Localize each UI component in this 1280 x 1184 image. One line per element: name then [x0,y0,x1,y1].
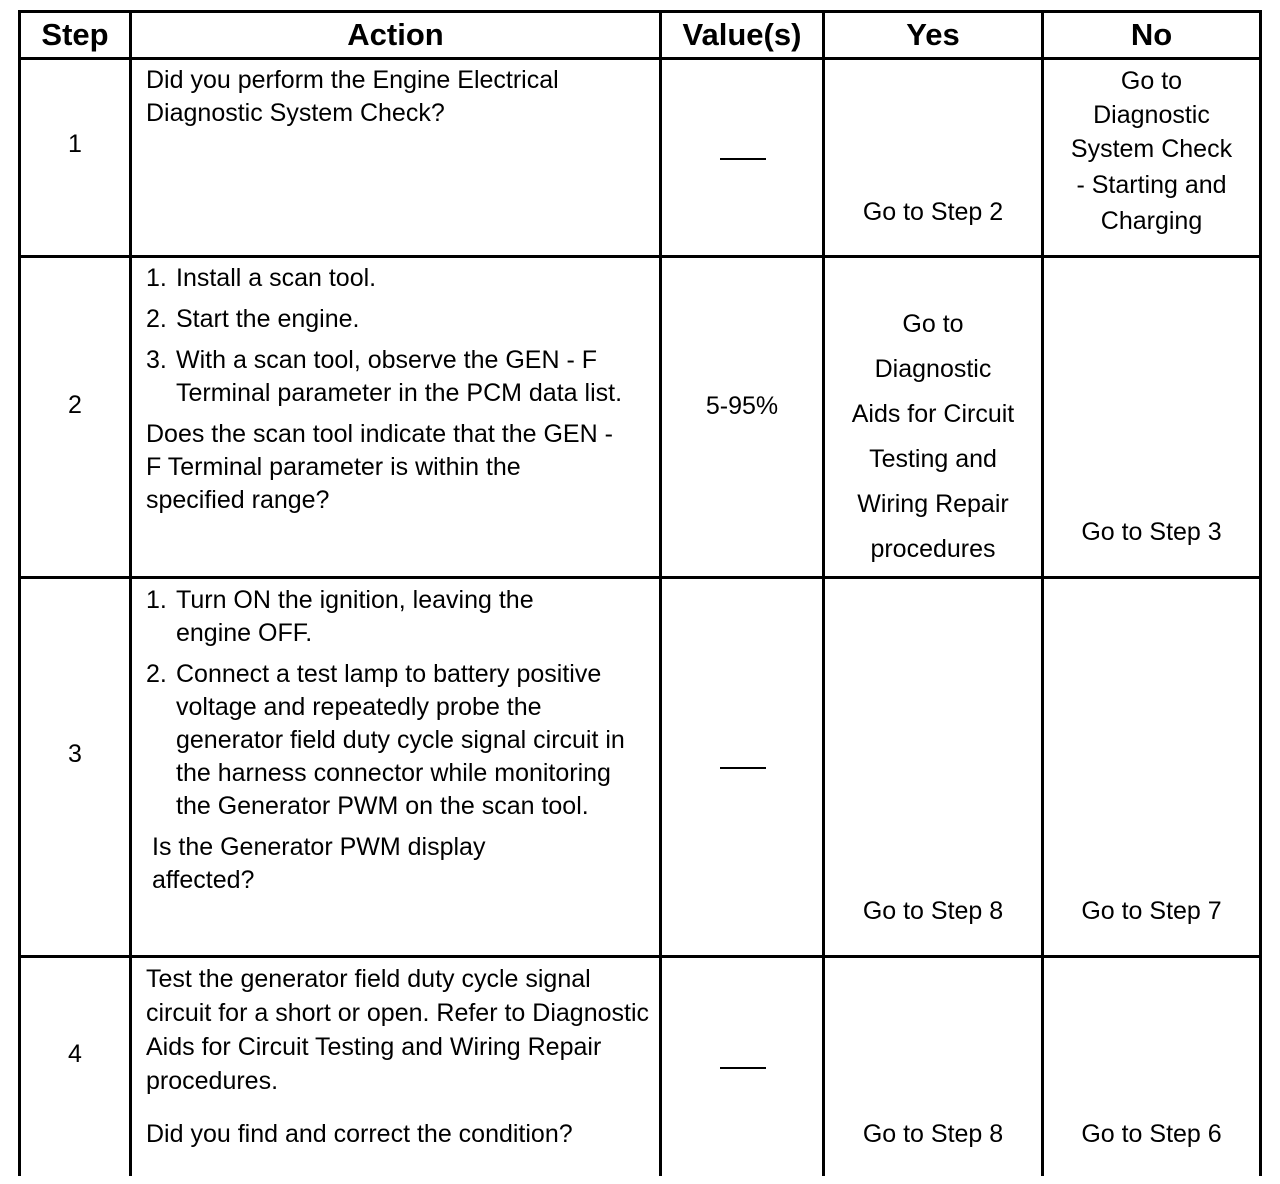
action-step: 3. With a scan tool, observe the GEN - F Terminal parameter in the PCM data list. [146,346,623,407]
header-values: Value(s) [682,17,802,52]
action-step: 2. Start the engine. [146,305,360,333]
yes-cell-4: Go to Step 8 [862,1120,1004,1148]
yes-line: Diagnostic [874,355,992,383]
yes-cell-3: Go to Step 8 [862,897,1004,925]
action-cell-2 [146,262,646,517]
action-text-4: Test the generator field duty cycle signal circuit for a short or open. Refer to Diagnostic Aids for Circuit Testing and Wiring Repair procedures. [146,965,650,1095]
col-line-values [822,10,825,1176]
no-line: - Starting and [1076,171,1227,199]
action-step: 2. Connect a test lamp to battery positive voltage and repeatedly probe the generator field duty cycle signal circuit in the harness connector while monitoring the Generator PWM on the scan tool. [146,660,625,820]
value-dash-1 [720,158,766,160]
no-line: Diagnostic [1093,101,1210,129]
step-number-3: 3 [68,740,82,768]
col-line-right [1259,10,1262,1176]
yes-cell-2 [825,302,1041,572]
yes-line: procedures [870,535,996,563]
no-line: Go to [1120,67,1183,95]
action-question-4: Did you find and correct the condition? [146,1120,573,1148]
header-action: Action [347,17,444,52]
col-line-step [129,10,132,1176]
no-line: Charging [1100,207,1203,235]
action-question-2: Does the scan tool indicate that the GEN - F Terminal parameter is within the specified range? [146,420,613,514]
step-number-4: 4 [68,1040,82,1068]
row-divider-3 [18,955,1262,958]
no-cell-3: Go to Step 7 [1081,897,1222,925]
step-number-2: 2 [68,391,82,419]
action-step: 1. Install a scan tool. [146,264,377,292]
row-divider-2 [18,576,1262,579]
yes-line: Aids for Circuit [851,400,1015,428]
no-cell-4: Go to Step 6 [1081,1120,1222,1148]
header-yes: Yes [906,17,960,52]
yes-line: Wiring Repair [857,490,1009,518]
value-dash-3 [720,767,766,769]
action-cell-3 [146,584,646,897]
action-text-1: Did you perform the Engine Electrical Diagnostic System Check? [146,66,559,127]
yes-cell-1: Go to Step 2 [862,198,1004,226]
value-cell-2: 5-95% [705,392,779,420]
action-step: 1. Turn ON the ignition, leaving the engine OFF. [146,586,534,647]
row-divider-1 [18,255,1262,258]
value-dash-4 [720,1067,766,1069]
col-line-left [18,10,21,1176]
header-no: No [1130,17,1173,52]
step-number-1: 1 [68,130,82,158]
no-cell-1 [1044,64,1259,238]
no-line: System Check [1070,135,1233,163]
header-step: Step [41,17,109,52]
yes-line: Testing and [869,445,997,473]
col-line-action [659,10,662,1176]
no-cell-2: Go to Step 3 [1081,518,1222,546]
yes-line: Go to [902,310,964,338]
action-question-3: Is the Generator PWM display affected? [152,833,486,894]
